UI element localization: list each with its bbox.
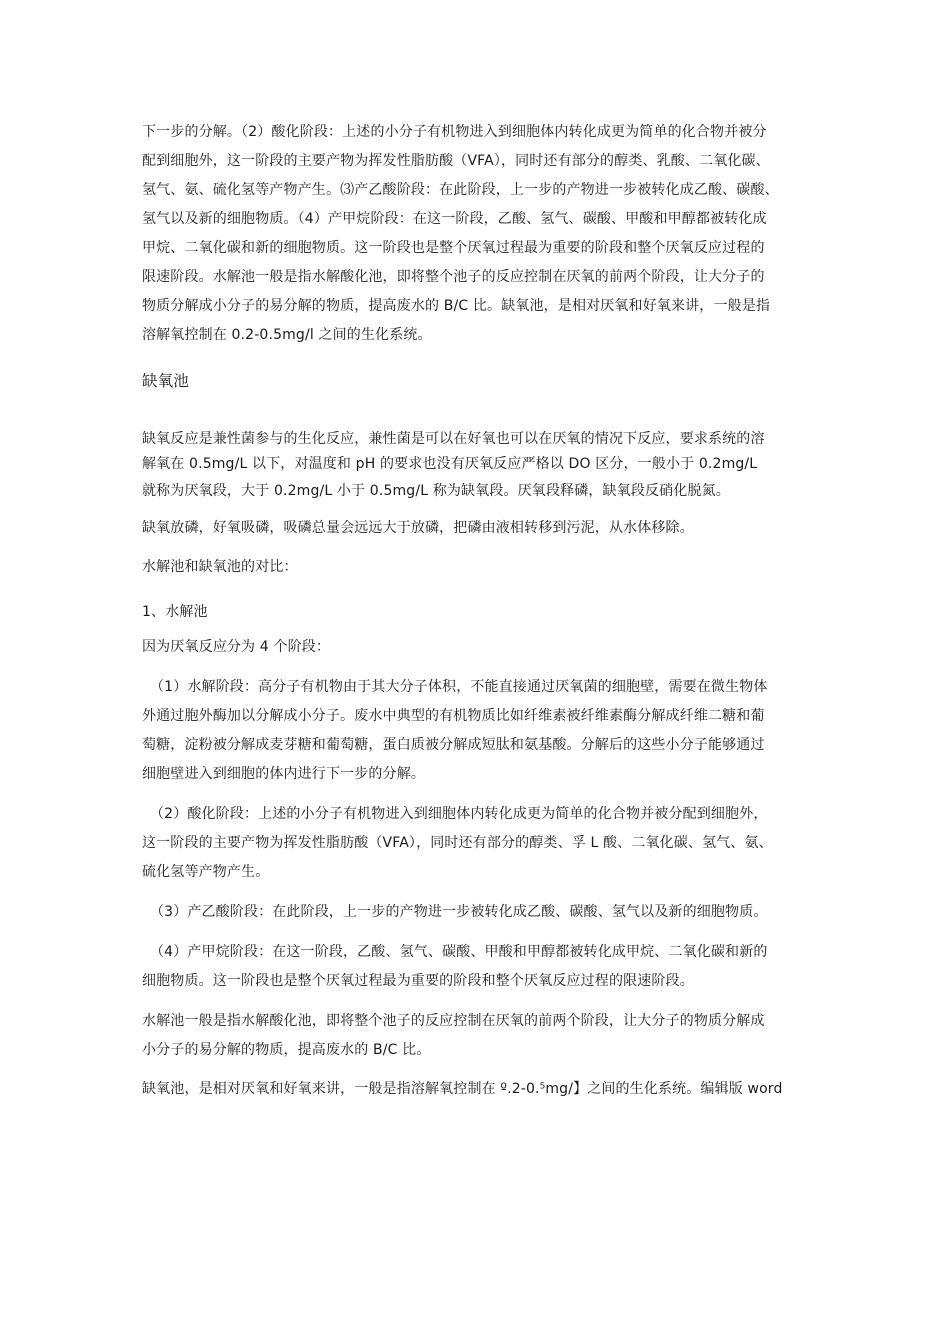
paragraph-line: 萄糖，淀粉被分解成麦芽糖和葡萄糖，蛋白质被分解成短肽和氨基酸。分解后的这些小分子能够通过 <box>142 737 765 753</box>
paragraph-line: 溶解氧控制在 0.2-0.5mg/l 之间的生化系统。 <box>142 327 432 343</box>
paragraph-line: （4）产甲烷阶段：在这一阶段，乙酸、氢气、碳酸、甲酸和甲醇都被转化成甲烷、二氧化碳和新的 <box>150 944 768 960</box>
paragraph-line: 配到细胞外，这一阶段的主要产物为挥发性脂肪酸（VFA），同时还有部分的醇类、乳酸、二氧化碳、 <box>142 153 770 169</box>
paragraph-line: （2）酸化阶段：上述的小分子有机物进入到细胞体内转化成更为简单的化合物并被分配到细胞外， <box>150 806 768 822</box>
paragraph-line: 外通过胞外酶加以分解成小分子。废水中典型的有机物质比如纤维素被纤维素酶分解成纤维二糖和葡 <box>142 708 765 724</box>
paragraph-line: 下一步的分解。（2）酸化阶段：上述的小分子有机物进入到细胞体内转化成更为简单的化合物并被分 <box>142 124 767 140</box>
paragraph-line: 水解池一般是指水解酸化池，即将整个池子的反应控制在厌氧的前两个阶段，让大分子的物质分解成 <box>142 1013 765 1029</box>
paragraph-line: （1）水解阶段：高分子有机物由于其大分子体积，不能直接通过厌氧菌的细胞壁，需要在微生物体 <box>150 679 768 695</box>
paragraph-line: 缺氧反应是兼性菌参与的生化反应，兼性菌是可以在好氧也可以在厌氧的情况下反应，要求系统的溶 <box>142 431 765 447</box>
paragraph-line: （3）产乙酸阶段：在此阶段，上一步的产物进一步被转化成乙酸、碳酸、氢气以及新的细胞物质。 <box>150 904 768 920</box>
paragraph-line: 限速阶段。水解池一般是指水解酸化池，即将整个池子的反应控制在厌氧的前两个阶段，让大分子的 <box>142 269 765 285</box>
paragraph-line: 缺氧放磷，好氧吸磷，吸磷总量会远远大于放磷，把磷由液相转移到污泥，从水体移除。 <box>142 520 694 536</box>
paragraph-line: 氢气以及新的细胞物质。（4）产甲烷阶段：在这一阶段，乙酸、氢气、碳酸、甲酸和甲醇都被转化成 <box>142 211 767 227</box>
paragraph-line: 水解池和缺氧池的对比： <box>142 559 298 575</box>
paragraph-line: 氢气、氨、硫化氢等产物产生。⑶产乙酸阶段：在此阶段，上一步的产物进一步被转化成乙酸、碳酸、 <box>142 182 779 198</box>
paragraph-line: 物质分解成小分子的易分解的物质，提高废水的 B/C 比。缺氧池，是相对厌氧和好氧来讲，一般是指 <box>142 298 771 314</box>
section-heading: 缺氧池 <box>142 372 189 390</box>
paragraph-line: 细胞壁进入到细胞的体内进行下一步的分解。 <box>142 766 425 782</box>
paragraph-line: 这一阶段的主要产物为挥发性脂肪酸（VFA），同时还有部分的醇类、孚 L 酸、二氧化碳、氢气、氨、 <box>142 835 773 851</box>
paragraph-line: 因为厌氧反应分为 4 个阶段： <box>142 639 331 655</box>
paragraph-line: 缺氧池，是相对厌氧和好氧来讲，一般是指溶解氧控制在 º.2-0.⁵mg/】之间的生化系统。编辑版 word <box>142 1081 783 1097</box>
paragraph-line: 解氧在 0.5mg/L 以下，对温度和 pH 的要求也没有厌氧反应严格以 DO 区分，一般小于 0.2mg/L <box>142 456 758 472</box>
paragraph-line: 甲烷、二氧化碳和新的细胞物质。这一阶段也是整个厌氧过程最为重要的阶段和整个厌氧反应过程的 <box>142 240 765 256</box>
paragraph-line: 就称为厌氧段，大于 0.2mg/L 小于 0.5mg/L 称为缺氧段。厌氧段释磷，缺氧段反硝化脱氮。 <box>142 483 730 499</box>
paragraph-line: 小分子的易分解的物质，提高废水的 B/C 比。 <box>142 1042 431 1058</box>
paragraph-line: 硫化氢等产物产生。 <box>142 864 270 880</box>
paragraph-line: 细胞物质。这一阶段也是整个厌氧过程最为重要的阶段和整个厌氧反应过程的限速阶段。 <box>142 973 694 989</box>
list-heading: 1、水解池 <box>142 604 208 620</box>
